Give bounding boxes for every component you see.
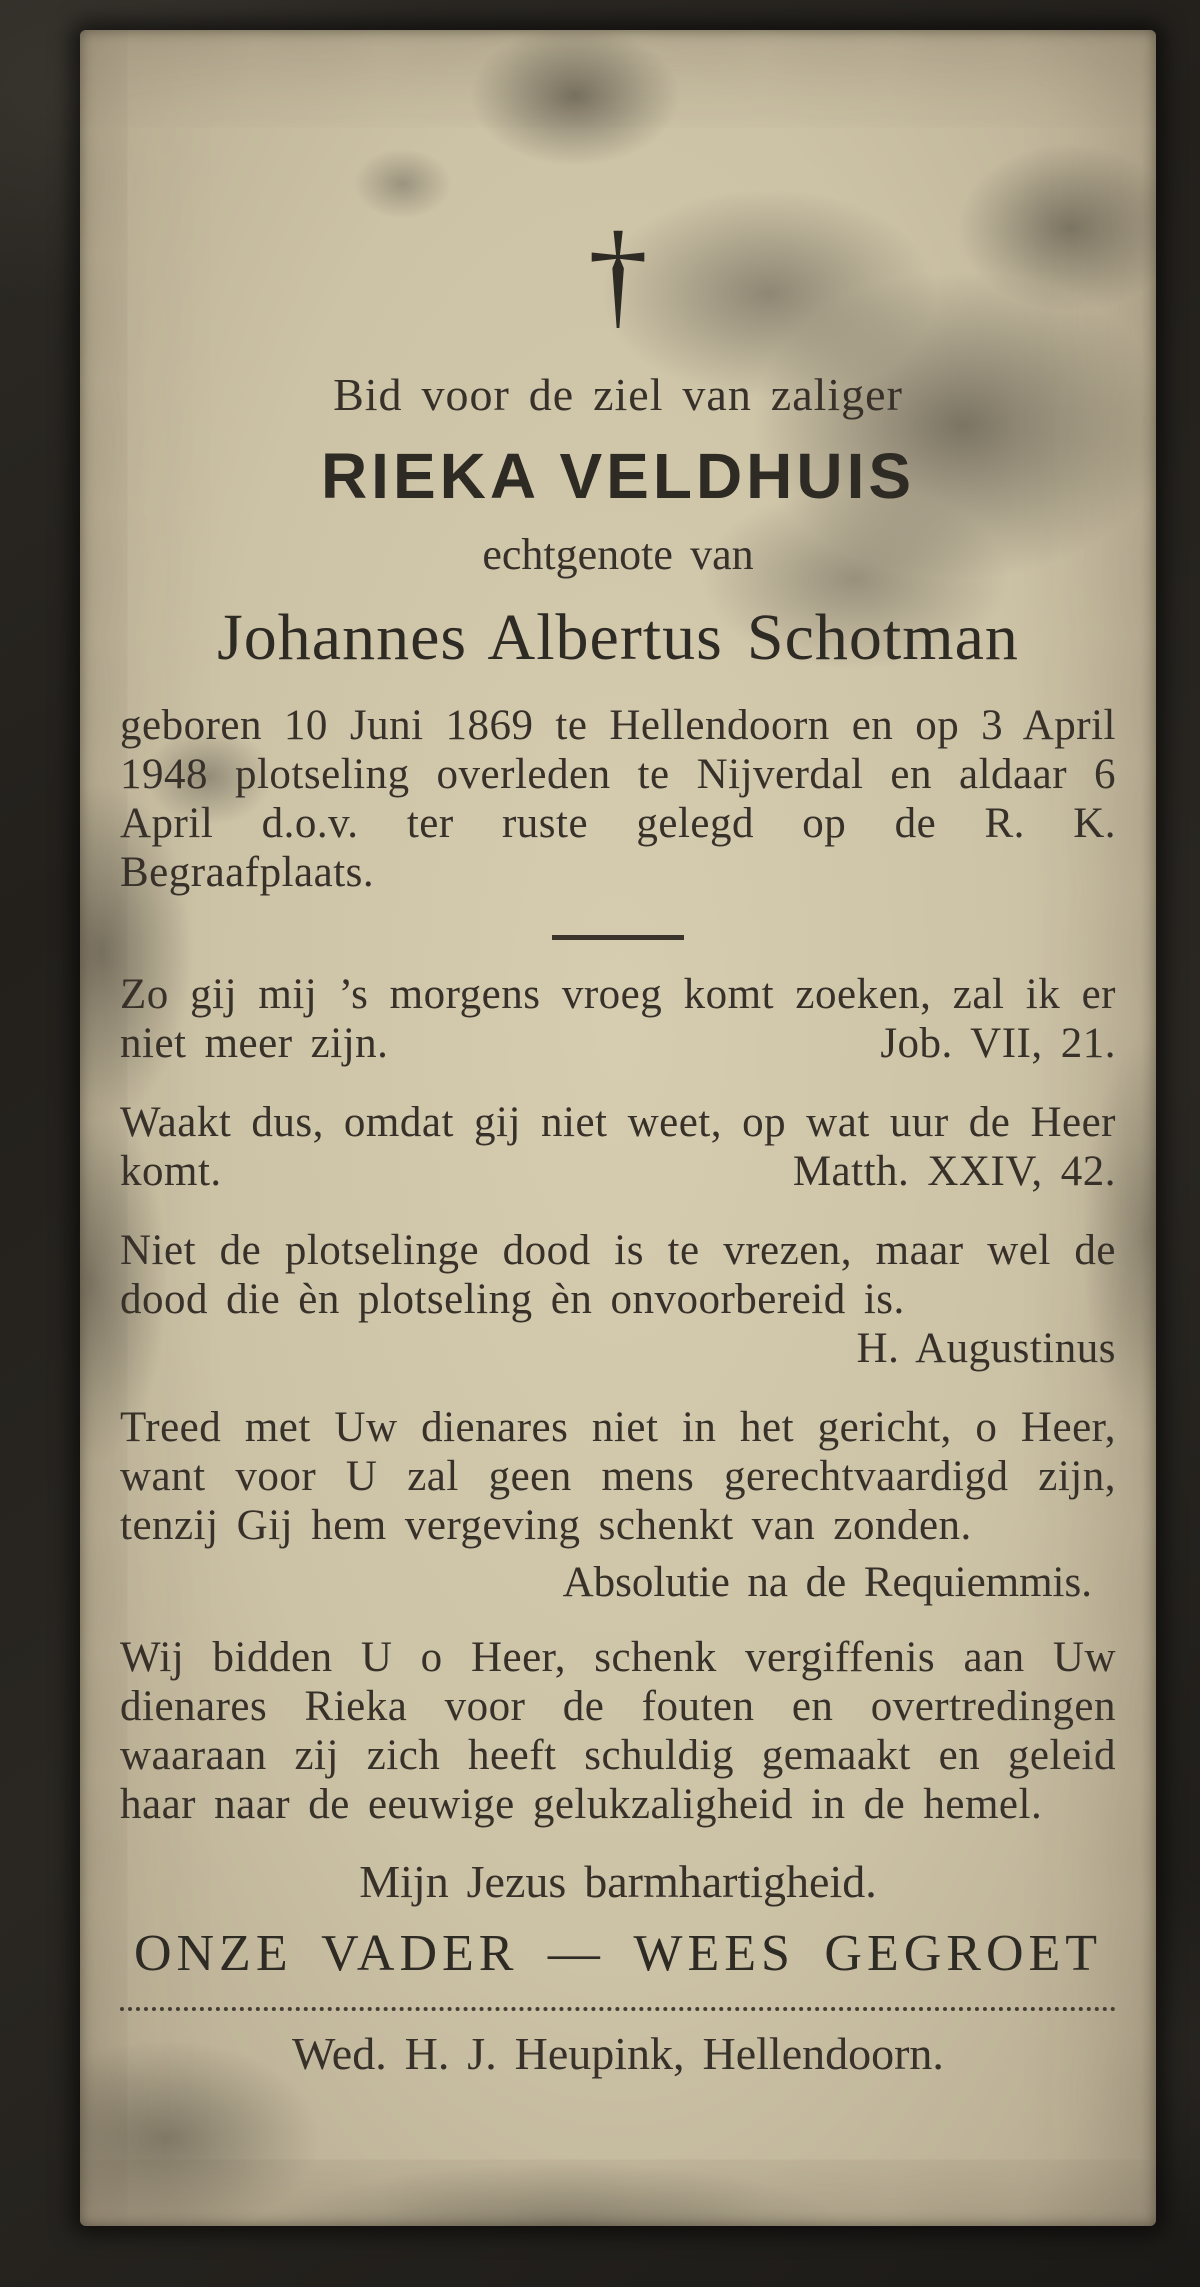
quote-source: H. Augustinus	[856, 1325, 1116, 1373]
biography-text: geboren 10 Juni 1869 te Hellendoorn en op 3 April 1948 plotseling overleden te Nijverdal en aldaar 6 April d.o.v. ter ruste gelegd op de R. K. Begraafplaats.	[120, 701, 1116, 897]
intro-line: Bid voor de ziel van zaliger	[333, 369, 903, 420]
quote	[120, 1098, 1116, 1196]
quote-text: Niet de plotselinge dood is te vrezen, maar wel de dood die èn plotseling èn onvoorbereid is.	[120, 1227, 1116, 1324]
printer-line: Wed. H. J. Heupink, Hellendoorn.	[292, 2028, 944, 2080]
absolution-line: Absolutie na de Requiemmis.	[562, 1559, 1092, 1607]
mercy-line: Mijn Jezus barmhartigheid.	[359, 1856, 877, 1908]
section-divider	[552, 935, 684, 940]
cross-icon: †	[588, 207, 648, 340]
prayers-line: ONZE VADER — WEES GEGROET	[133, 1925, 1103, 1983]
quote-source: Matth. XXIV, 42.	[792, 1148, 1116, 1196]
quote-text: Zo gij mij ’s morgens vroeg komt zoeken, zal ik er niet meer zijn.	[120, 971, 1116, 1068]
quote	[120, 1226, 1116, 1373]
dotted-divider	[120, 2007, 1116, 2011]
quote	[120, 970, 1116, 1068]
quote-text: Waakt dus, omdat gij niet weet, op wat uur de Heer komt.	[120, 1099, 1116, 1196]
quote-text: Treed met Uw dienares niet in het gericht, o Heer, want voor U zal geen mens gerechtvaardigd zijn, tenzij Gij hem vergeving schenkt van zonden.	[120, 1404, 1116, 1550]
deceased-name: RIEKA VELDHUIS	[320, 440, 916, 512]
memorial-card	[80, 30, 1156, 2226]
relation-line: echtgenote van	[482, 530, 754, 580]
quote	[120, 1403, 1116, 1550]
prayer-text: Wij bidden U o Heer, schenk vergiffenis aan Uw dienares Rieka voor de fouten en overtredingen waaraan zij zich heeft schuldig gemaakt en geleid haar naar de eeuwige gelukzaligheid in de hemel.	[120, 1634, 1116, 1829]
quote-source: Job. VII, 21.	[880, 1020, 1116, 1068]
spouse-name: Johannes Albertus Schotman	[217, 601, 1019, 675]
